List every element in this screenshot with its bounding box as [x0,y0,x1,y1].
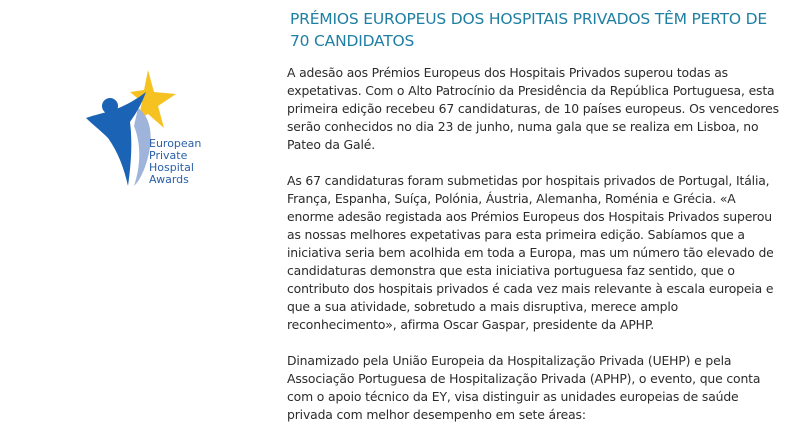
logo-wordmark [149,138,201,186]
article [287,8,782,424]
logo-line: Private [149,149,188,162]
logo-line: Hospital [149,161,194,174]
article-title: PRÉMIOS EUROPEUS DOS HOSPITAIS PRIVADOS TÊM PERTO DE 70 CANDIDATOS [290,10,767,50]
logo-line: Awards [149,173,189,186]
article-paragraph: As 67 candidaturas foram submetidas por hospitais privados de Portugal, Itália, França, Espanha, Suíça, Polónia, Áustria, Alemanha, Roménia e Grécia. «A enorme adesão registada aos Prémios Europeus dos Hospitais Privados superou as nossas melhores expetativas para esta primeira edição. Sabíamos que a iniciativa seria bem acolhida em toda a Europa, mas um número tão elevado de candidaturas demonstra que esta iniciativa portuguesa faz sentido, que o contributo dos hospitais privados é cada vez mais relevante à escala europeia e que a sua atividade, sobretudo a mais disruptiva, merece amplo reconhecimento», afirma Oscar Gaspar, presidente da APHP. [287,173,774,332]
article-paragraph: A adesão aos Prémios Europeus dos Hospitais Privados superou todas as expetativas. Com o Alto Patrocínio da Presidência da República Portuguesa, esta primeira edição recebeu 67 candidaturas, de 10 países europeus. Os vencedores serão conhecidos no dia 23 de junho, numa gala que se realiza em Lisboa, no Pateo da Galé. [287,65,779,152]
awards-logo [80,68,220,198]
logo-line: European [149,137,202,150]
article-paragraph: Dinamizado pela União Europeia da Hospitalização Privada (UEHP) e pela Associação Portuguesa de Hospitalização Privada (APHP), o evento, que conta com o apoio técnico da EY, visa distinguir as unidades europeias de saúde privada com melhor desempenho em sete áreas: [287,353,761,422]
